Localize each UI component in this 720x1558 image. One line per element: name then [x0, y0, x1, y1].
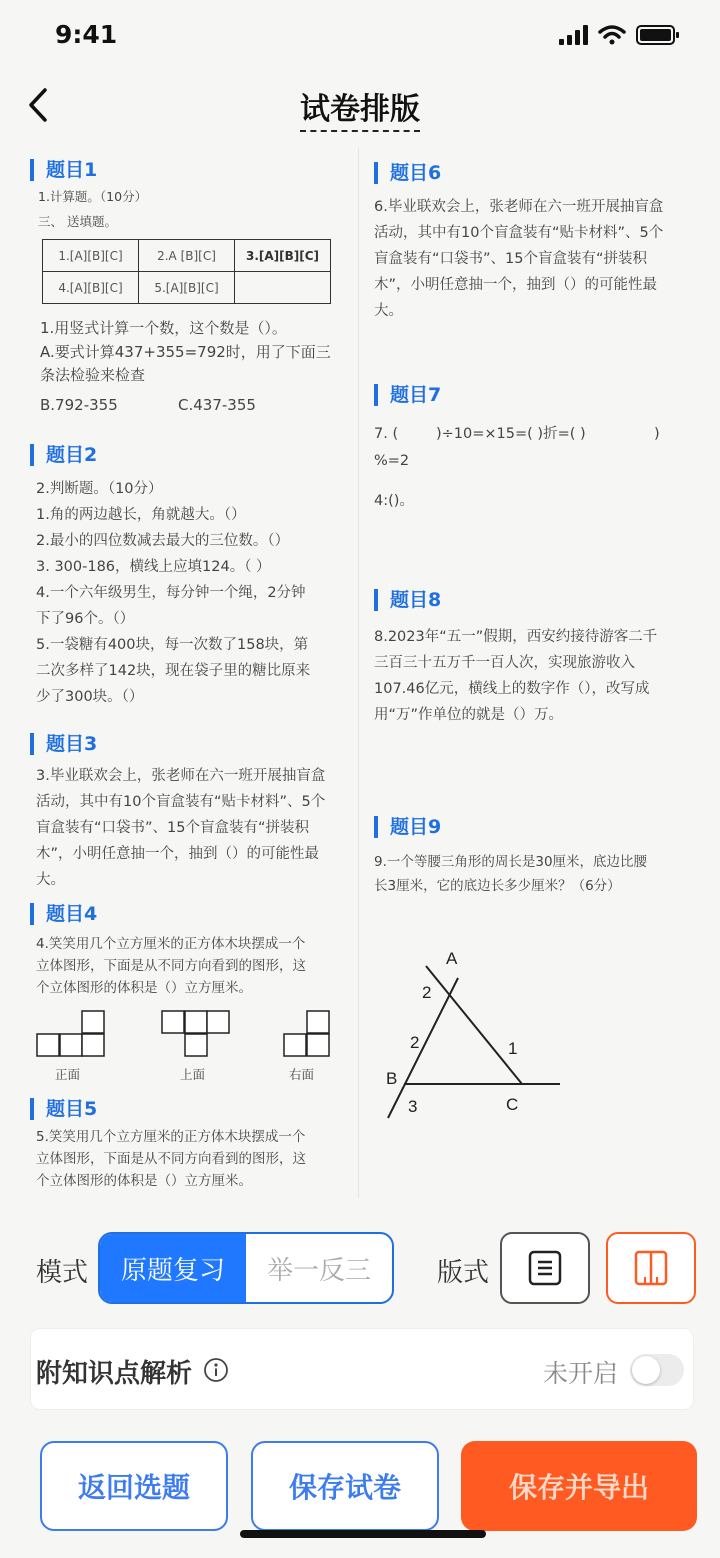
column-divider [358, 148, 359, 1198]
text-line: 盲盒装有“口袋书”、15个盲盒装有“拼装积 [36, 820, 309, 836]
toggle-state-text: 未开启 [543, 1359, 619, 1388]
battery-icon [636, 24, 680, 46]
question-3-title: 题目3 [30, 733, 97, 755]
home-indicator [240, 1530, 486, 1538]
q5-body [36, 1126, 306, 1192]
label-a: A [446, 949, 458, 968]
text-line: 活动，其中有10个盲盒装有“贴卡材料”、5个 [36, 794, 326, 810]
grid-cell [235, 272, 331, 304]
toggle-knob [632, 1356, 660, 1384]
grid-cell: 3.[A][B][C] [235, 240, 331, 272]
wifi-icon [598, 25, 626, 45]
text-line: 个立体图形的体积是（）立方厘米。 [36, 1173, 252, 1189]
label-c: C [506, 1095, 519, 1114]
page-title: 试卷排版 [0, 84, 720, 128]
text-line: 三百三十五万千一百人次，实现旅游收入 [374, 655, 635, 671]
mode-original-review-option[interactable]: 原题复习 [100, 1234, 246, 1302]
text-line: 8.2023年“五一”假期，西安约接待游客二千 [374, 629, 658, 645]
text-line: 下了96个。（） [36, 611, 135, 627]
text-line: 4.一个六年级男生，每分钟一个绳，2分钟 [36, 585, 306, 601]
question-6-title: 题目6 [374, 162, 441, 184]
text-line: 个立体图形的体积是（）立方厘米。 [36, 980, 252, 996]
text-line: 盲盒装有“口袋书”、15个盲盒装有“拼装积 [374, 251, 647, 267]
single-column-icon [527, 1249, 563, 1287]
grid-cell: 2.A [B][C] [139, 240, 235, 272]
grid-cell: 5.[A][B][C] [139, 272, 235, 304]
text-line: 2.判断题。（10分） [36, 481, 163, 497]
text-line: 107.46亿元，横线上的数字作（），改写成 [374, 681, 650, 697]
question-2-title: 题目2 [30, 444, 97, 466]
text-line: 木”，小明任意抽一个，抽到（）的可能性最 [374, 277, 658, 293]
question-9-title: 题目9 [374, 816, 441, 838]
q1-option-b: B.792-355 [40, 396, 118, 414]
view-label-front: 正面 [55, 1067, 81, 1082]
text-line: 5.笑笑用几个立方厘米的正方体木块摆成一个 [36, 1129, 306, 1145]
top-view-figure [161, 1010, 231, 1058]
text-line: 立体图形，下面是从不同方向看到的图形，这 [36, 958, 306, 974]
question-4-title: 题目4 [30, 903, 97, 925]
layout-label: 版式 [437, 1258, 490, 1288]
info-icon[interactable] [203, 1357, 229, 1383]
answer-grid [42, 239, 331, 304]
front-view-figure [36, 1010, 106, 1058]
q7-line1-a: 7. ( [374, 426, 399, 442]
grid-cell: 1.[A][B][C] [43, 240, 139, 272]
label-b: B [386, 1069, 398, 1088]
question-8-title: 题目8 [374, 589, 441, 611]
text-line: 1.角的两边越长，角就越大。（） [36, 507, 246, 523]
triangle-figure [376, 940, 576, 1130]
label-angle-2-top: 2 [422, 983, 432, 1002]
view-label-top: 上面 [180, 1067, 206, 1082]
q1-line2: 三、 送填题。 [38, 214, 117, 229]
mode-label: 模式 [36, 1258, 89, 1288]
q1-line1: 1.计算题。（10分） [38, 189, 148, 204]
question-5-title: 题目5 [30, 1098, 97, 1120]
status-icons [559, 24, 680, 46]
text-line: 少了300块。（） [36, 689, 144, 705]
q1-p1: 1.用竖式计算一个数，这个数是（）。 [40, 319, 287, 337]
q8-body [374, 624, 657, 728]
question-7-title: 题目7 [374, 384, 441, 406]
q7-line1-c: ) [654, 426, 660, 442]
back-to-select-button[interactable]: 返回选题 [40, 1441, 228, 1531]
text-line: 长3厘米，它的底边长多少厘米？（6分） [374, 878, 621, 894]
q7-line2: %=2 [374, 453, 410, 469]
text-line: 木”，小明任意抽一个，抽到（）的可能性最 [36, 846, 320, 862]
single-column-layout-button[interactable] [500, 1232, 590, 1304]
status-time: 9:41 [55, 20, 118, 49]
q1-p3: 条法检验来检查 [40, 366, 146, 384]
knowledge-toggle[interactable] [630, 1354, 684, 1386]
signal-icon [559, 25, 588, 45]
mode-segmented-control [98, 1232, 394, 1304]
q6-body [374, 194, 663, 324]
text-line: 6.毕业联欢会上，张老师在六一班开展抽盲盒 [374, 199, 664, 215]
text-line: 大。 [374, 303, 403, 319]
text-line: 2.最小的四位数减去最大的三位数。（） [36, 533, 290, 549]
text-line: 4.笑笑用几个立方厘米的正方体木块摆成一个 [36, 936, 306, 952]
label-side-1: 1 [508, 1039, 518, 1058]
q9-body [374, 850, 647, 898]
q1-option-c: C.437-355 [178, 396, 256, 414]
text-line: 9.一个等腰三角形的周长是30厘米，底边比腰 [374, 854, 648, 870]
grid-cell: 4.[A][B][C] [43, 272, 139, 304]
mode-variation-option[interactable]: 举一反三 [266, 1255, 371, 1286]
label-angle-3: 3 [408, 1097, 418, 1116]
label-side-2: 2 [410, 1033, 420, 1052]
knowledge-analysis-label: 附知识点解析 [36, 1359, 193, 1389]
view-label-right: 右面 [289, 1067, 315, 1082]
text-line: 3.毕业联欢会上，张老师在六一班开展抽盲盒 [36, 768, 326, 784]
text-line: 3. 300-186，横线上应填124。（ ） [36, 559, 271, 575]
double-column-layout-button[interactable] [606, 1232, 696, 1304]
q1-p2: A.要式计算437+355=792时，用了下面三 [40, 343, 331, 361]
save-and-export-button[interactable]: 保存并导出 [461, 1441, 697, 1531]
text-line: 5.一袋糖有400块，每一次数了158块，第 [36, 637, 309, 653]
q7-line1-b: )÷10=×15=( )折=( ) [436, 426, 586, 442]
text-line: 立体图形，下面是从不同方向看到的图形，这 [36, 1151, 306, 1167]
right-view-figure [283, 1010, 331, 1058]
text-line: 用“万”作单位的就是（）万。 [374, 707, 564, 723]
text-line: 大。 [36, 872, 65, 888]
q7-line3: 4:()。 [374, 493, 414, 509]
q2-body [36, 476, 310, 710]
text-line: 二次多样了142块，现在袋子里的糖比原来 [36, 663, 311, 679]
text-line: 活动，其中有10个盲盒装有“贴卡材料”、5个 [374, 225, 664, 241]
q4-body [36, 933, 306, 999]
double-column-icon [633, 1249, 669, 1287]
q3-body [36, 763, 325, 893]
question-1-title: 题目1 [30, 159, 97, 181]
save-paper-button[interactable]: 保存试卷 [251, 1441, 439, 1531]
